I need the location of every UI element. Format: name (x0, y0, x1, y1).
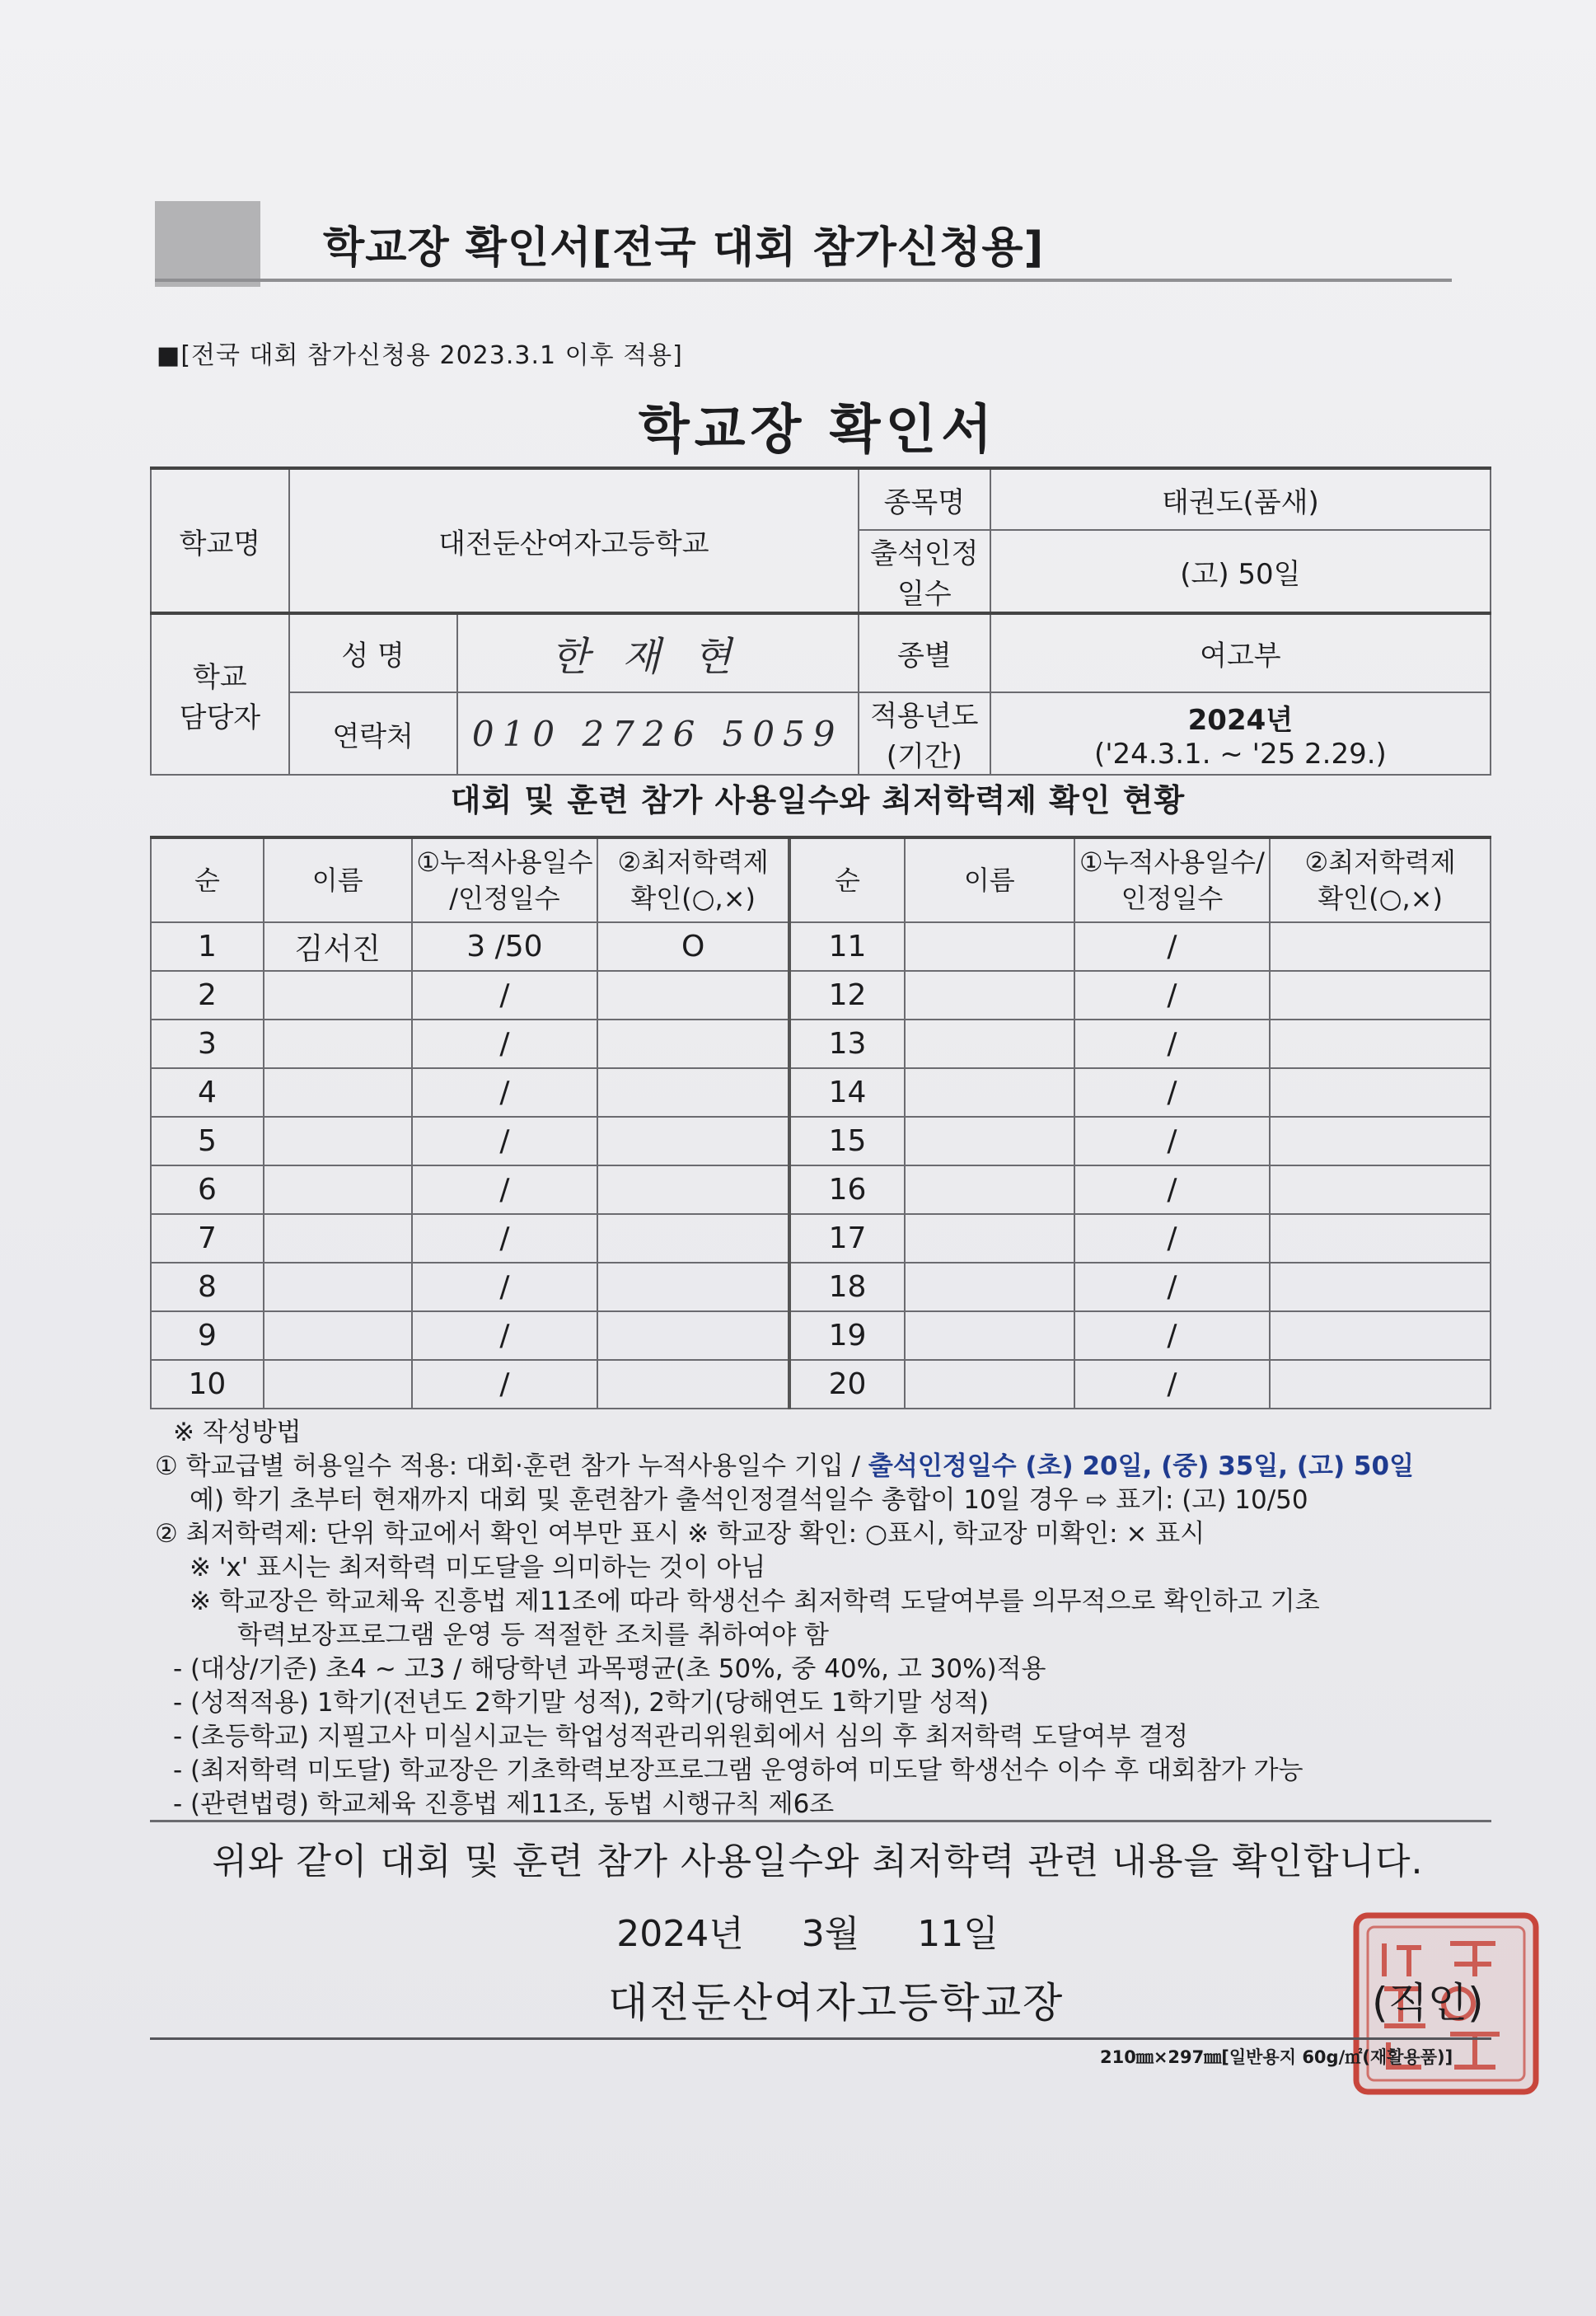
table-row (151, 1214, 1491, 1263)
row-no: 19 (789, 1311, 905, 1360)
event-label: 종목명 (859, 468, 990, 530)
row-no: 17 (789, 1214, 905, 1263)
row-days: / (412, 1263, 598, 1311)
row-no: 7 (151, 1214, 264, 1263)
manager-label: 학교 담당자 (151, 613, 289, 775)
row-check: O (597, 922, 789, 971)
principal-name: 대전둔산여자고등학교장 (608, 1979, 1065, 2027)
row-no: 9 (151, 1311, 264, 1360)
instr-6: - (성적적용) 1학기(전년도 2학기말 성적), 2학기(당해연도 1학기말 성적) (173, 1688, 990, 1718)
row-days: / (1074, 1117, 1271, 1165)
row-days: / (412, 1068, 598, 1117)
row-check (1270, 922, 1491, 971)
row-no: 15 (789, 1117, 905, 1165)
row-no: 6 (151, 1165, 264, 1214)
school-name: 대전둔산여자고등학교 (289, 468, 859, 613)
row-days: / (412, 971, 598, 1020)
header-gray-block (155, 201, 260, 287)
row-name (905, 1311, 1074, 1360)
row-name: 김서진 (264, 922, 412, 971)
row-check (1270, 971, 1491, 1020)
manager-name-handwritten: 한재현 (457, 613, 859, 692)
row-check (597, 1020, 789, 1068)
row-name (264, 1165, 412, 1214)
row-check (1270, 1360, 1491, 1409)
col-days-left: ①누적사용일수 /인정일수 (412, 837, 598, 922)
col-check-right: ②최저학력제 확인(○,×) (1270, 837, 1491, 922)
row-days: / (412, 1020, 598, 1068)
row-no: 11 (789, 922, 905, 971)
table-row (151, 1360, 1491, 1409)
event-value: 태권도(품새) (990, 468, 1491, 530)
table-row (151, 1263, 1491, 1311)
row-check (597, 1311, 789, 1360)
row-days: / (1074, 1360, 1271, 1409)
usage-table (150, 836, 1491, 1409)
row-name (905, 1360, 1074, 1409)
document-title: 학교장 확인서 (638, 400, 998, 461)
col-name-right: 이름 (905, 837, 1074, 922)
confirm-statement: 위와 같이 대회 및 훈련 참가 사용일수와 최저학력 관련 내용을 확인합니다. (212, 1840, 1424, 1882)
row-days: 3 /50 (412, 922, 598, 971)
row-check (597, 1360, 789, 1409)
instr-4a: ※ 학교장은 학교체육 진흥법 제11조에 따라 학생선수 최저학력 도달여부를 의무적으로 확인하고 기초 (190, 1587, 1320, 1616)
row-name (264, 1117, 412, 1165)
header-underline (155, 279, 1452, 282)
table-row (151, 1311, 1491, 1360)
instr-9: - (관련법령) 학교체육 진흥법 제11조, 동법 시행규칙 제6조 (173, 1789, 835, 1819)
instr-3: ※ 'x' 표시는 최저학력 미도달을 의미하는 것이 아님 (190, 1553, 766, 1582)
row-days: / (1074, 1020, 1271, 1068)
table-row (151, 1117, 1491, 1165)
instr-4b: 학력보장프로그램 운영 등 적절한 조치를 취하여야 함 (237, 1620, 829, 1650)
row-no: 18 (789, 1263, 905, 1311)
attend-label: 출석인정 일수 (859, 530, 990, 613)
row-no: 8 (151, 1263, 264, 1311)
col-check-left: ②최저학력제 확인(○,×) (597, 837, 789, 922)
row-check (1270, 1311, 1491, 1360)
date-month: 3월 (801, 1913, 860, 1955)
row-no: 10 (151, 1360, 264, 1409)
row-days: / (1074, 1165, 1271, 1214)
division-label: 종별 (859, 613, 990, 692)
row-no: 2 (151, 971, 264, 1020)
header-title: 학교장 확인서[전국 대회 참가신청용] (323, 223, 1045, 273)
row-check (1270, 1165, 1491, 1214)
row-no: 14 (789, 1068, 905, 1117)
row-check (597, 1117, 789, 1165)
year-value: 2024년 ('24.3.1. ~ '25 2.29.) (990, 692, 1491, 775)
applicability-note: ■[전국 대회 참가신청용 2023.3.1 이후 적용] (157, 341, 683, 370)
contact-label: 연락처 (289, 692, 457, 775)
instr-1: ① 학교급별 허용일수 적용: 대회·훈련 참가 누적사용일수 기입 / 출석인정일수 (초) 20일, (중) 35일, (고) 50일 (155, 1451, 1415, 1481)
year-label: 적용년도 (기간) (859, 692, 990, 775)
row-no: 1 (151, 922, 264, 971)
paper-spec-footer: 210㎜×297㎜[일반용지 60g/㎡(재활용품)] (1100, 2047, 1453, 2067)
attend-value: (고) 50일 (990, 530, 1491, 613)
row-no: 13 (789, 1020, 905, 1068)
row-name (905, 1020, 1074, 1068)
row-name (264, 1020, 412, 1068)
info-table (150, 466, 1491, 776)
row-check (597, 1263, 789, 1311)
row-days: / (1074, 971, 1271, 1020)
instr-1-example: 예) 학기 초부터 현재까지 대회 및 훈련참가 출석인정결석일수 총합이 10일 경우 ⇨ 표기: (고) 10/50 (190, 1485, 1308, 1515)
row-name (264, 1263, 412, 1311)
row-name (264, 1311, 412, 1360)
row-check (1270, 1263, 1491, 1311)
row-name (905, 971, 1074, 1020)
row-no: 4 (151, 1068, 264, 1117)
instr-7: - (초등학교) 지필고사 미실시교는 학업성적관리위원회에서 심의 후 최저학력 도달여부 결정 (173, 1722, 1189, 1751)
date-day: 11일 (917, 1913, 999, 1955)
row-check (597, 1214, 789, 1263)
section-title: 대회 및 훈련 참가 사용일수와 최저학력제 확인 현황 (450, 782, 1186, 818)
row-days: / (1074, 1068, 1271, 1117)
row-days: / (412, 1214, 598, 1263)
row-days: / (1074, 1311, 1271, 1360)
row-check (597, 1165, 789, 1214)
row-no: 3 (151, 1020, 264, 1068)
row-no: 12 (789, 971, 905, 1020)
row-check (597, 1068, 789, 1117)
row-days: / (412, 1360, 598, 1409)
table-row (151, 1068, 1491, 1117)
row-no: 5 (151, 1117, 264, 1165)
row-name (264, 1214, 412, 1263)
school-label: 학교명 (151, 468, 289, 613)
row-days: / (1074, 922, 1271, 971)
row-name (264, 971, 412, 1020)
row-days: / (412, 1117, 598, 1165)
col-no-right: 순 (789, 837, 905, 922)
contact-handwritten: 010 2726 5059 (457, 692, 859, 775)
instr-5: - (대상/기준) 초4 ~ 고3 / 해당학년 과목평균(초 50%, 중 40%, 고 30%)적용 (173, 1654, 1046, 1684)
row-days: / (412, 1311, 598, 1360)
col-name-left: 이름 (264, 837, 412, 922)
row-check (1270, 1068, 1491, 1117)
row-no: 20 (789, 1360, 905, 1409)
row-days: / (1074, 1263, 1271, 1311)
row-name (264, 1068, 412, 1117)
col-no-left: 순 (151, 837, 264, 922)
row-check (597, 971, 789, 1020)
table-row (151, 971, 1491, 1020)
table-header-row (151, 837, 1491, 922)
division-value: 여고부 (990, 613, 1491, 692)
row-days: / (1074, 1214, 1271, 1263)
row-name (905, 1165, 1074, 1214)
seal-label: (직인) (1372, 1979, 1484, 2027)
date-year: 2024년 (616, 1913, 744, 1955)
row-name (905, 1263, 1074, 1311)
instructions-separator (150, 1820, 1491, 1822)
row-name (905, 1117, 1074, 1165)
instr-heading: ※ 작성방법 (173, 1418, 302, 1447)
row-name (905, 1214, 1074, 1263)
table-row (151, 1020, 1491, 1068)
row-no: 16 (789, 1165, 905, 1214)
col-days-right: ①누적사용일수/ 인정일수 (1074, 837, 1271, 922)
name-label: 성 명 (289, 613, 457, 692)
row-check (1270, 1214, 1491, 1263)
table-row (151, 1165, 1491, 1214)
row-days: / (412, 1165, 598, 1214)
row-check (1270, 1020, 1491, 1068)
row-check (1270, 1117, 1491, 1165)
instr-8: - (최저학력 미도달) 학교장은 기초학력보장프로그램 운영하여 미도달 학생선수 이수 후 대회참가 가능 (173, 1756, 1303, 1785)
row-name (264, 1360, 412, 1409)
instr-2: ② 최저학력제: 단위 학교에서 확인 여부만 표시 ※ 학교장 확인: ○표시, 학교장 미확인: × 표시 (155, 1519, 1205, 1549)
instructions (155, 1416, 1506, 1821)
bottom-rule (150, 2037, 1491, 2040)
table-row (151, 922, 1491, 971)
row-name (905, 1068, 1074, 1117)
row-name (905, 922, 1074, 971)
